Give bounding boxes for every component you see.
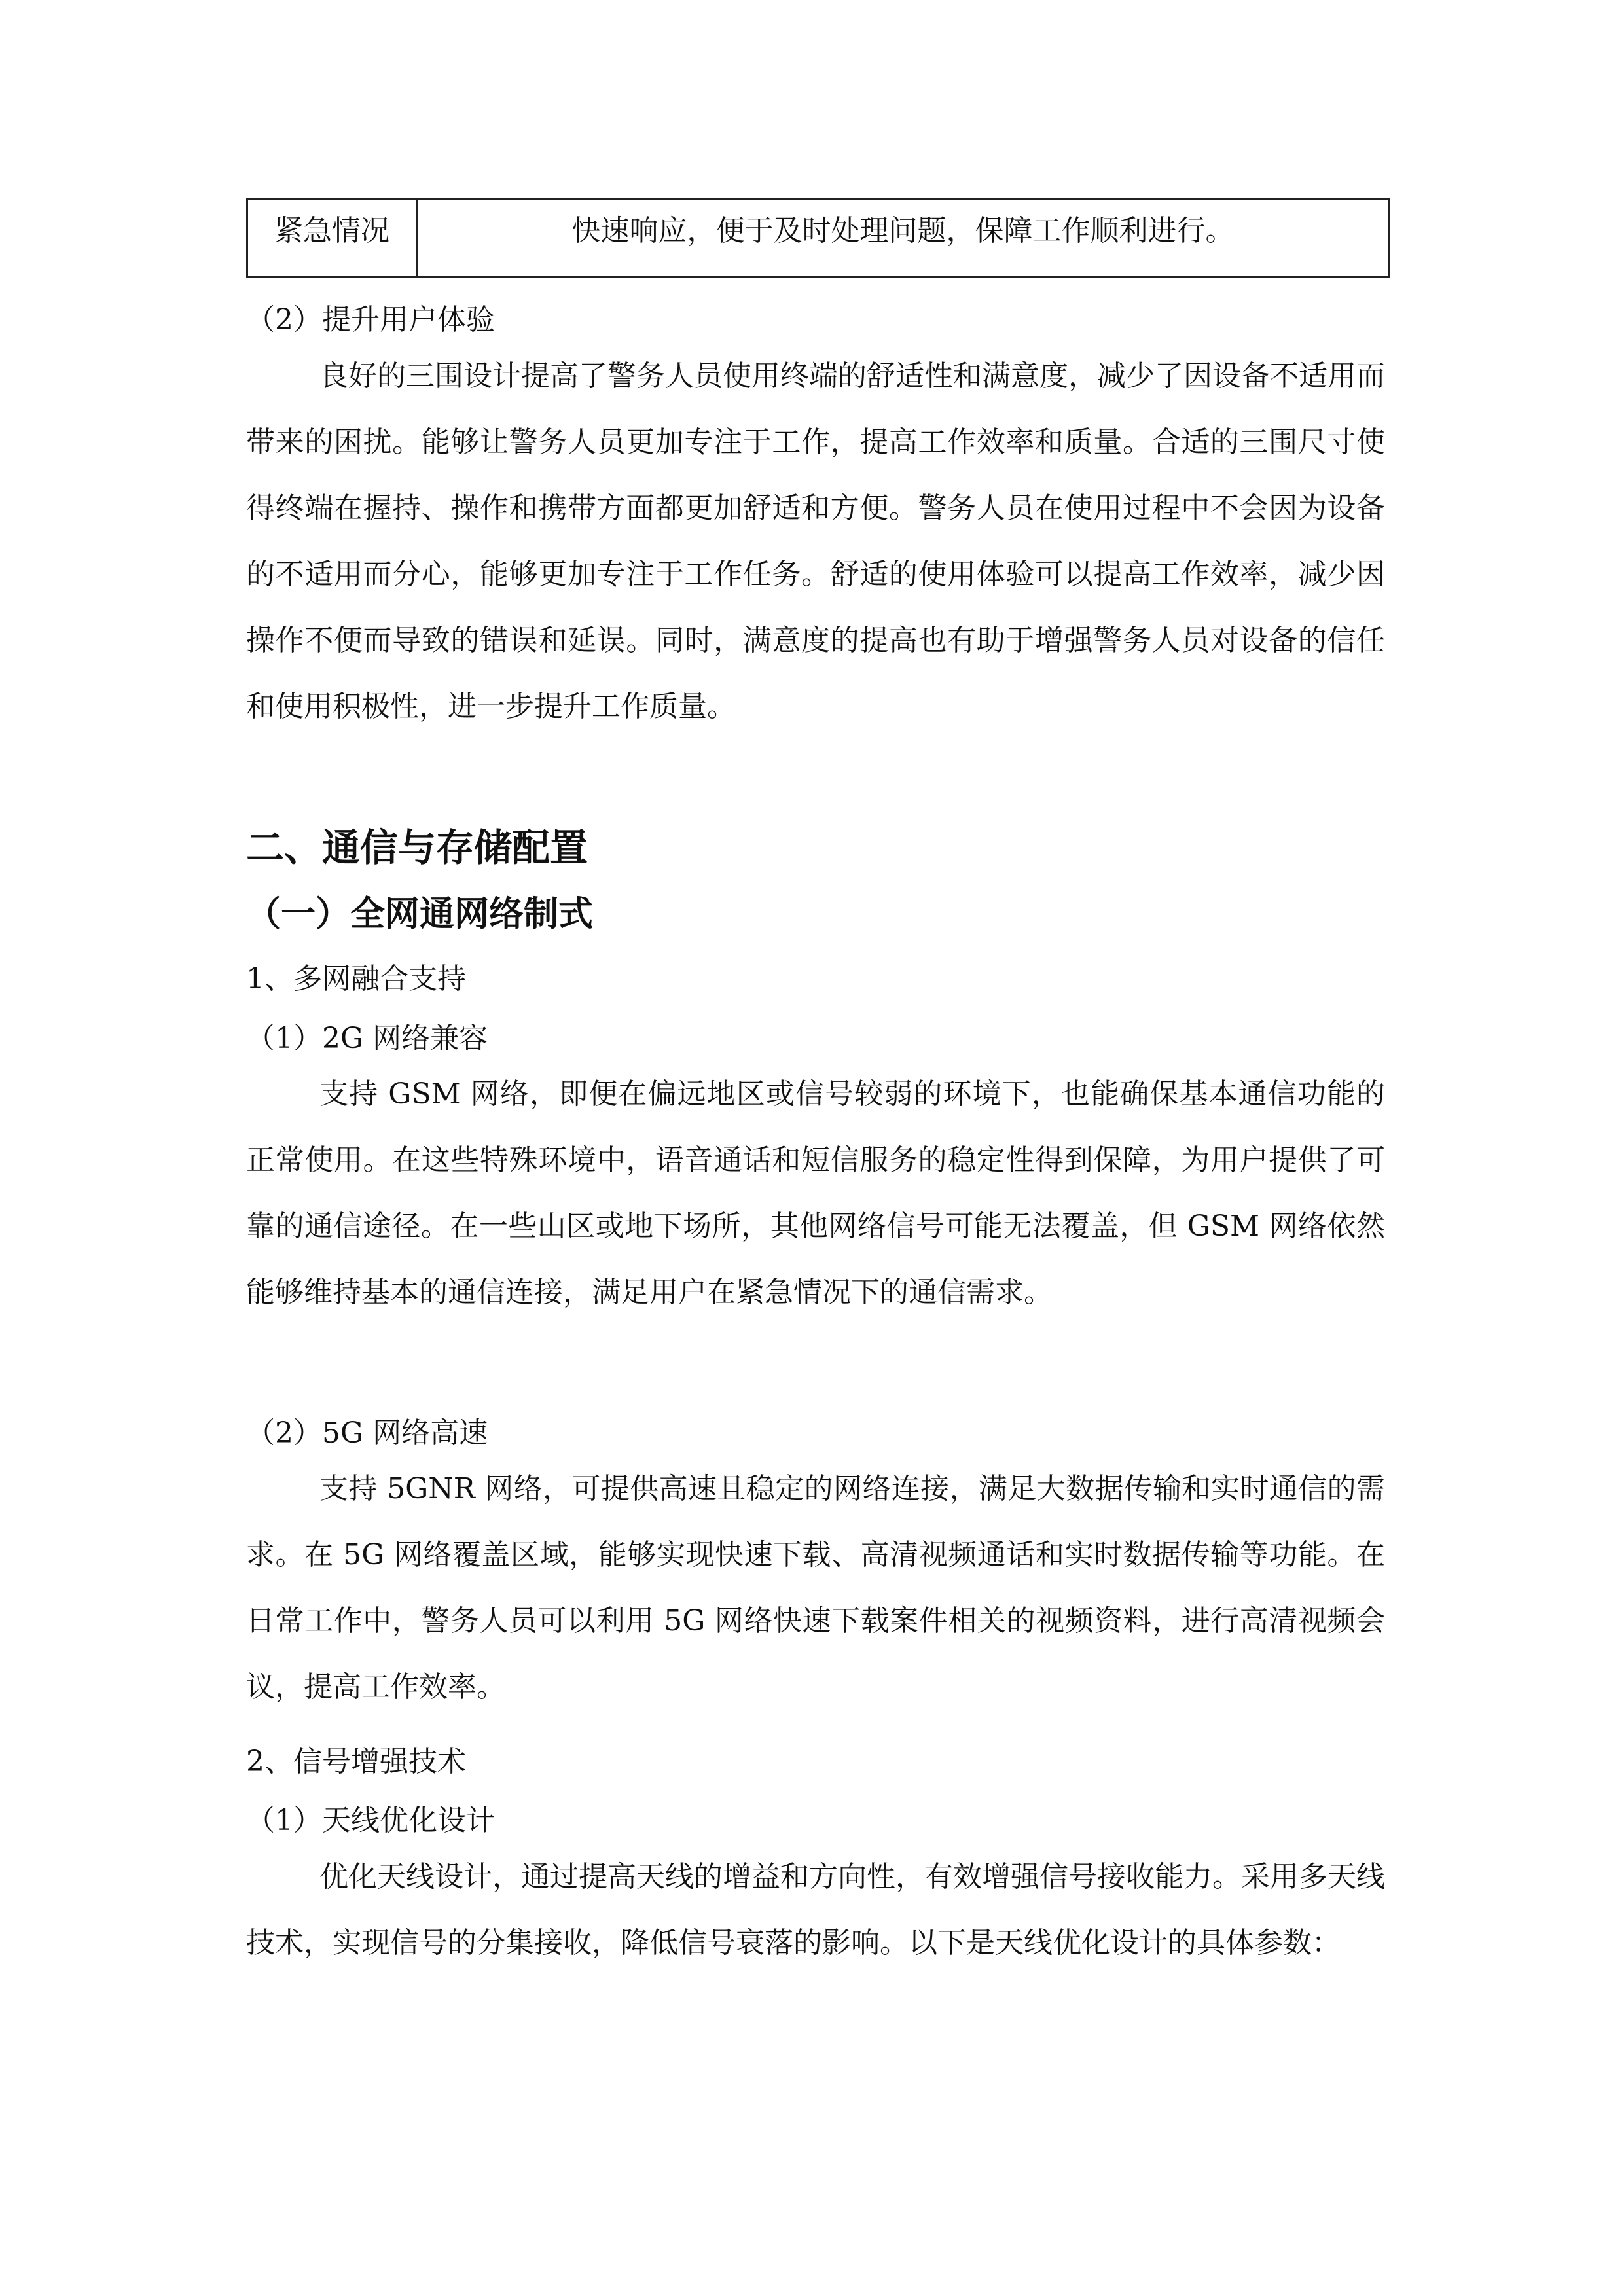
subheading-2g: （1）2G 网络兼容 [246, 1022, 488, 1055]
paragraph-2g: 支持 GSM 网络，即便在偏远地区或信号较弱的环境下，也能确保基本通信功能的正常使用。在这些特殊环境中，语音通话和短信服务的稳定性得到保障，为用户提供了可靠的通信途径。在一些山区或地下场所，其他网络信号可能无法覆盖，但 GSM 网络依然能够维持基本的通信连接，满足用户在紧急情况下的通信需求。 [246, 1077, 1385, 1309]
chapter-title: 二、通信与存储配置 [246, 825, 588, 870]
paragraph-5g: 支持 5GNR 网络，可提供高速且稳定的网络连接，满足大数据传输和实时通信的需求。在 5G 网络覆盖区域，能够实现快速下载、高清视频通话和实时数据传输等功能。在日常工作中，警务人员可以利用 5G 网络快速下载案件相关的视频资料，进行高清视频会议，提高工作效率。 [246, 1472, 1385, 1704]
paragraph-antenna: 优化天线设计，通过提高天线的增益和方向性，有效增强信号接收能力。采用多天线技术，实现信号的分集接收，降低信号衰落的影响。以下是天线优化设计的具体参数： [246, 1860, 1385, 1960]
table-row [247, 199, 1390, 277]
subheading-5g: （2）5G 网络高速 [246, 1416, 488, 1450]
subheading-user-experience: （2）提升用户体验 [246, 303, 495, 336]
feature-table [246, 198, 1390, 278]
subsection-title-signal: 2、信号增强技术 [246, 1745, 466, 1778]
section-title: （一）全网通网络制式 [246, 893, 593, 934]
paragraph-user-experience: 良好的三围设计提高了警务人员使用终端的舒适性和满意度，减少了因设备不适用而带来的困扰。能够让警务人员更加专注于工作，提高工作效率和质量。合适的三围尺寸使得终端在握持、操作和携带方面都更加舒适和方便。警务人员在使用过程中不会因为设备的不适用而分心，能够更加专注于工作任务。舒适的使用体验可以提高工作效率，减少因操作不便而导致的错误和延误。同时，满意度的提高也有助于增强警务人员对设备的信任和使用积极性，进一步提升工作质量。 [246, 359, 1385, 723]
table-cell-label: 紧急情况 [247, 199, 417, 277]
table-cell-value: 快速响应，便于及时处理问题，保障工作顺利进行。 [417, 199, 1390, 277]
subheading-antenna: （1）天线优化设计 [246, 1804, 495, 1837]
subsection-title-multinetwork: 1、多网融合支持 [246, 962, 466, 996]
